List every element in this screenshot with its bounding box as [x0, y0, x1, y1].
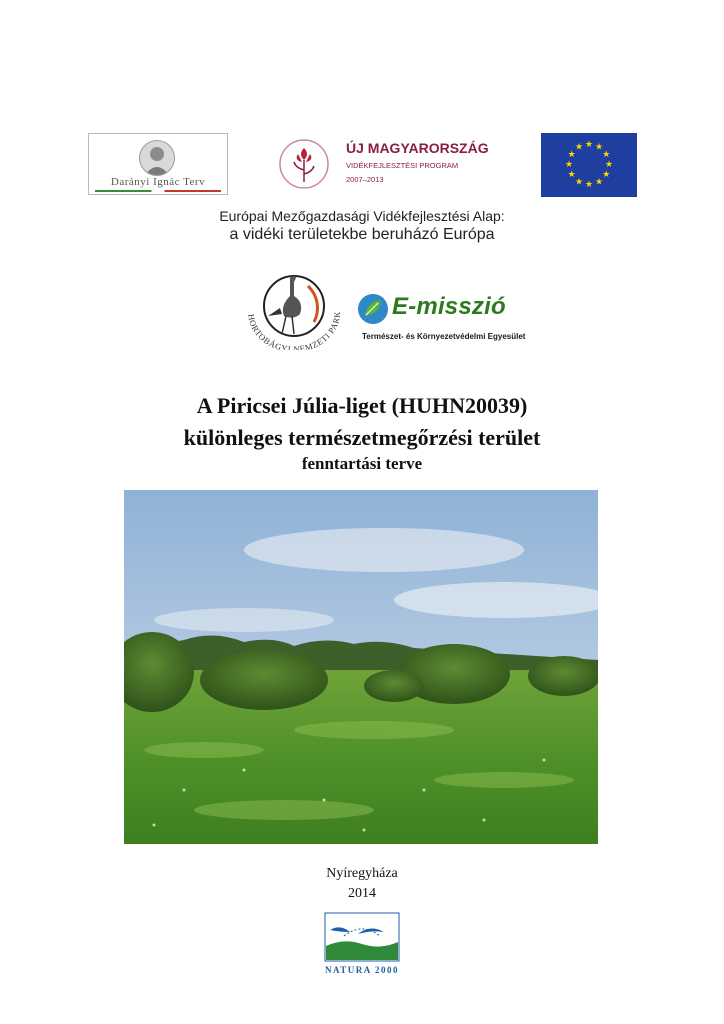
- document-title-line-1: A Piricsei Júlia-liget (HUHN20039): [196, 393, 528, 418]
- uj-magyarorszag-logo: [276, 134, 506, 196]
- emva-line-1: Európai Mezőgazdasági Vidékfejlesztési Alap:: [219, 208, 505, 224]
- daranyi-ignac-terv-logo: [88, 133, 228, 195]
- svg-text:★: ★: [574, 177, 584, 188]
- svg-text:★: ★: [594, 142, 604, 153]
- svg-text:HORTOBÁGYI NEMZETI PARK: HORTOBÁGYI NEMZETI PARK: [245, 310, 343, 350]
- svg-text:★: ★: [602, 170, 611, 180]
- landscape-photo: [124, 490, 598, 844]
- natura-2000-logo: [324, 912, 400, 976]
- svg-text:★: ★: [584, 180, 594, 190]
- document-title-line-2: különleges természetmegőrzési terület: [183, 425, 541, 450]
- publication-place: Nyíregyháza: [326, 866, 398, 881]
- umvp-years: 2007–2013: [346, 175, 384, 184]
- e-misszio-logo: [356, 292, 540, 346]
- svg-text:★: ★: [564, 160, 574, 170]
- umvp-title: ÚJ MAGYARORSZÁG: [346, 140, 489, 156]
- svg-text:NATURA 2000: NATURA 2000: [324, 965, 400, 975]
- svg-text:★: ★: [584, 140, 594, 150]
- document-title-line-3: fenntartási terve: [301, 454, 423, 473]
- daranyi-logo-underline: [95, 190, 221, 192]
- flower-emblem-icon: [276, 134, 332, 194]
- svg-text:★: ★: [594, 177, 604, 188]
- e-misszio-name: E-misszió: [392, 293, 506, 320]
- hortobagyi-nemzeti-park-logo: [234, 266, 354, 350]
- svg-text:★: ★: [567, 170, 576, 180]
- publication-year: 2014: [348, 886, 376, 901]
- emva-line-2: a vidéki területekbe beruházó Európa: [229, 226, 495, 243]
- portrait-icon: [139, 140, 175, 176]
- e-misszio-subtitle: Természet- és Környezetvédelmi Egyesület: [362, 332, 526, 341]
- svg-text:★: ★: [574, 142, 584, 153]
- umvp-subtitle: VIDÉKFEJLESZTÉSI PROGRAM: [346, 161, 459, 170]
- svg-text:★: ★: [567, 150, 576, 160]
- eu-flag-icon: [541, 133, 637, 197]
- daranyi-logo-text: Darányi Ignác Terv: [110, 176, 206, 188]
- svg-text:★: ★: [604, 160, 614, 170]
- leaf-globe-icon: [356, 292, 390, 326]
- svg-text:★: ★: [602, 150, 611, 160]
